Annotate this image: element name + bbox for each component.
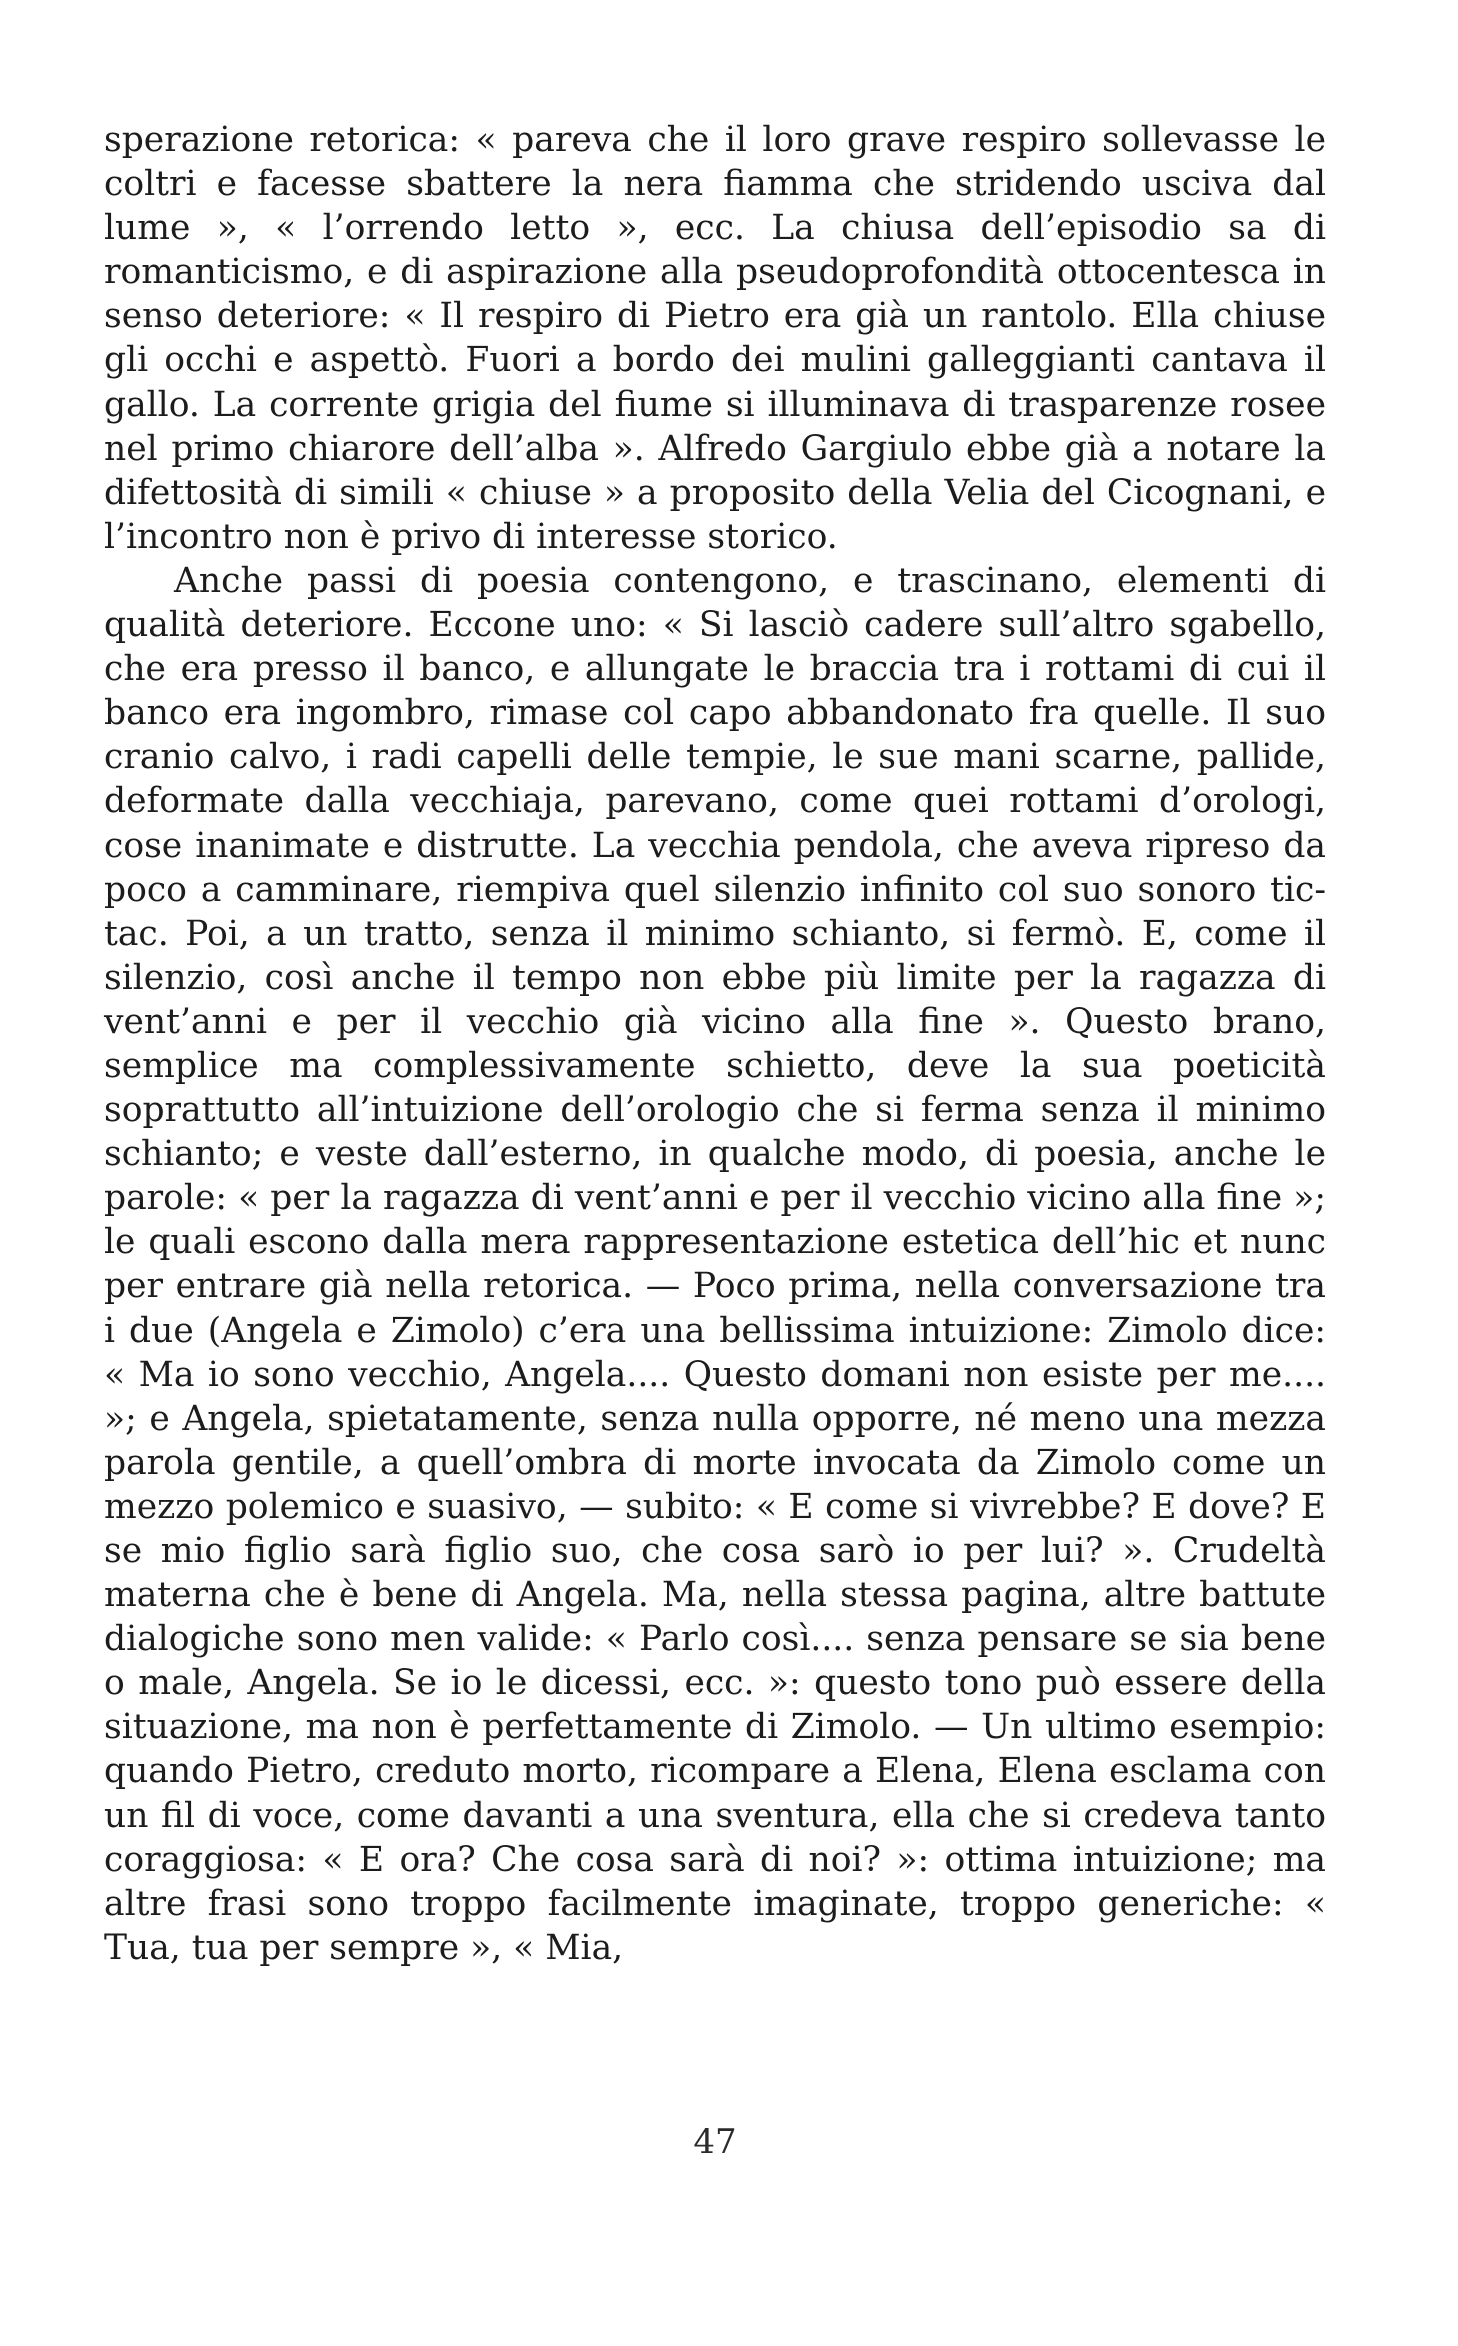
paragraph-1: sperazione retorica: « pareva che il loro grave respiro sollevasse le coltri e facesse sbattere la nera fiamma che stridendo usciva dal lume », « l’orrendo letto », ecc. La chiusa dell’episodio sa di romanticismo, e di aspirazione alla pseudoprofondità ottocentesca in senso deteriore: « Il respiro di Pietro era già un rantolo. Ella chiuse gli occhi e aspettò. Fuori a bordo dei mulini galleggianti cantava il gallo. La corrente grigia del fiume si illuminava di trasparenze rosee nel primo chiarore dell’alba ». Alfredo Gargiulo ebbe già a notare la difettosità di simili « chiuse » a proposito della Velia del Cicognani, e l’incontro non è privo di interesse storico. <box>104 120 1326 557</box>
page-number: 47 <box>693 2122 737 2162</box>
body-text <box>104 118 1326 1970</box>
paragraph-2: Anche passi di poesia contengono, e trascinano, elementi di qualità deteriore. Eccone uno: « Si lasciò cadere sull’altro sgabello, che era presso il banco, e allungate le braccia tra i rottami di cui il banco era ingombro, rimase col capo abbandonato fra quelle. Il suo cranio calvo, i radi capelli delle tempie, le sue mani scarne, pallide, deformate dalla vecchiaja, parevano, come quei rottami d’orologi, cose inanimate e distrutte. La vecchia pendola, che aveva ripreso da poco a camminare, riempiva quel silenzio infinito col suo sonoro tic-tac. Poi, a un tratto, senza il minimo schianto, si fermò. E, come il silenzio, così anche il tempo non ebbe più limite per la ragazza di vent’anni e per il vecchio già vicino alla fine ». Questo brano, semplice ma complessivamente schietto, deve la sua poeticità soprattutto all’intuizione dell’orologio che si ferma senza il minimo schianto; e veste dall’esterno, in qualche modo, di poesia, anche le parole: « per la ragazza di vent’anni e per il vecchio vicino alla fine »; le quali escono dalla mera rappresentazione estetica dell’hic et nunc per entrare già nella retorica. — Poco prima, nella conversazione tra i due (Angela e Zimolo) c’era una bellissima intuizione: Zimolo dice: « Ma io sono vecchio, Angela.... Questo domani non esiste per me.... »; e Angela, spietatamente, senza nulla opporre, né meno una mezza parola gentile, a quell’ombra di morte invocata da Zimolo come un mezzo polemico e suasivo, — subito: « E come si vivrebbe? E dove? E se mio figlio sarà figlio suo, che cosa sarò io per lui? ». Crudeltà materna che è bene di Angela. Ma, nella stessa pagina, altre battute dialogiche sono men valide: « Parlo così.... senza pensare se sia bene o male, Angela. Se io le dicessi, ecc. »: questo tono può essere della situazione, ma non è perfettamente di Zimolo. — Un ultimo esempio: quando Pietro, creduto morto, ricompare a Elena, Elena esclama con un fil di voce, come davanti a una sventura, ella che si credeva tanto coraggiosa: « E ora? Che cosa sarà di noi? »: ottima intuizione; ma altre frasi sono troppo facilmente imaginate, troppo generiche: « Tua, tua per sempre », « Mia, <box>104 560 1326 1968</box>
